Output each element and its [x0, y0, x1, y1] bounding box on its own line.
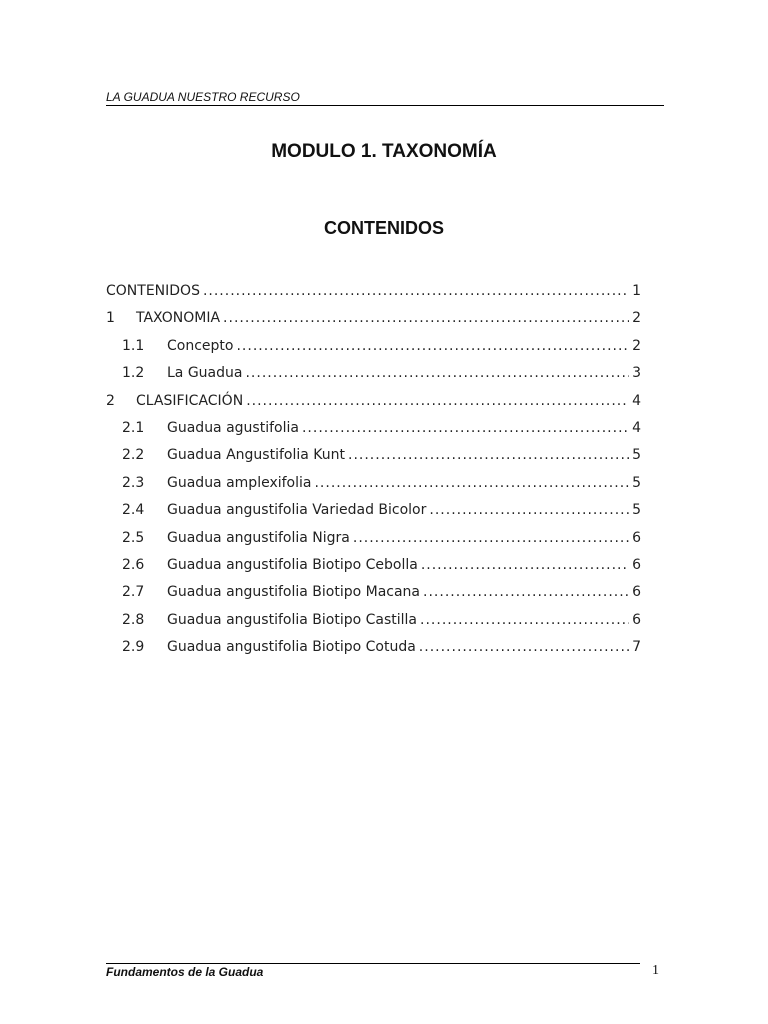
toc-entry-page: 6	[632, 611, 641, 628]
page-number: 1	[652, 963, 659, 978]
toc-entry-number: 2.7	[122, 584, 145, 601]
toc-entry-text: Concepto	[167, 337, 234, 354]
toc-entry-page: 6	[632, 556, 641, 573]
toc-leader-dots	[348, 445, 629, 465]
running-header: LA GUADUA NUESTRO RECURSO	[106, 90, 664, 106]
table-of-contents	[106, 281, 641, 664]
toc-entry-number: 2.5	[122, 529, 145, 546]
toc-entry-variedad-bicolor[interactable]	[106, 500, 641, 527]
toc-entry-text: La Guadua	[167, 365, 243, 382]
toc-entry-page: 5	[632, 502, 641, 519]
toc-entry-concepto[interactable]	[106, 336, 641, 363]
toc-entry-text: Guadua Angustifolia Kunt	[167, 447, 345, 464]
toc-entry-number: 1	[106, 310, 115, 327]
toc-entry-text: Guadua angustifolia Biotipo Cebolla	[167, 556, 418, 573]
toc-entry-number: 1.2	[122, 365, 145, 382]
toc-entry-text: Guadua amplexifolia	[167, 474, 312, 491]
toc-entry-page: 7	[632, 639, 641, 656]
toc-entry-text: Guadua angustifolia Biotipo Castilla	[167, 611, 418, 628]
toc-entry-number: 2.8	[122, 611, 145, 628]
toc-leader-dots	[223, 308, 629, 328]
toc-leader-dots	[420, 610, 629, 630]
toc-entry-la-guadua[interactable]	[106, 363, 641, 390]
toc-entry-page: 2	[632, 310, 641, 327]
toc-entry-guadua-agustifolia[interactable]	[106, 418, 641, 445]
toc-leader-dots	[421, 555, 629, 575]
toc-entry-page: 2	[632, 337, 641, 354]
toc-entry-number: 2.1	[122, 419, 145, 436]
toc-entry-clasificacion[interactable]	[106, 391, 641, 418]
toc-entry-text: Guadua angustifolia Nigra	[167, 529, 350, 546]
toc-leader-dots	[353, 528, 629, 548]
toc-entry-text: CONTENIDOS	[106, 283, 200, 299]
toc-leader-dots	[423, 582, 629, 602]
toc-entry-text: Guadua angustifolia Variedad Bicolor	[167, 502, 427, 519]
toc-entry-biotipo-castilla[interactable]	[106, 610, 641, 637]
toc-entry-number: 2.3	[122, 474, 145, 491]
toc-entry-page: 6	[632, 529, 641, 546]
toc-entry-nigra[interactable]	[106, 528, 641, 555]
toc-entry-text: Guadua agustifolia	[167, 419, 299, 436]
toc-entry-page: 1	[632, 283, 641, 299]
toc-leader-dots	[203, 281, 629, 301]
toc-entry-page: 4	[632, 392, 641, 409]
toc-entry-biotipo-cotuda[interactable]	[106, 637, 641, 664]
toc-entry-guadua-amplexifolia[interactable]	[106, 473, 641, 500]
toc-leader-dots	[245, 363, 629, 383]
toc-leader-dots	[302, 418, 629, 438]
toc-leader-dots	[246, 391, 629, 411]
toc-leader-dots	[429, 500, 629, 520]
contents-heading: CONTENIDOS	[323, 218, 444, 238]
toc-entry-biotipo-cebolla[interactable]	[106, 555, 641, 582]
toc-entry-number: 2.4	[122, 502, 145, 519]
toc-entry-text: TAXONOMIA	[136, 310, 221, 327]
toc-entry-page: 6	[632, 584, 641, 601]
toc-leader-dots	[314, 473, 629, 493]
toc-entry-number: 2.2	[122, 447, 145, 464]
toc-entry-number: 2	[106, 392, 115, 409]
module-title: MODULO 1. TAXONOMÍA	[271, 141, 497, 162]
toc-entry-text: CLASIFICACIÓN	[136, 392, 244, 409]
toc-entry-guadua-angustifolia-kunt[interactable]	[106, 445, 641, 472]
toc-entry-page: 5	[632, 447, 641, 464]
toc-leader-dots	[419, 637, 629, 657]
toc-entry-number: 1.1	[122, 337, 145, 354]
toc-entry-text: Guadua angustifolia Biotipo Macana	[167, 584, 421, 601]
toc-entry-page: 5	[632, 474, 641, 491]
toc-entry-contents[interactable]	[106, 281, 641, 308]
toc-entry-number: 2.6	[122, 556, 145, 573]
toc-entry-biotipo-macana[interactable]	[106, 582, 641, 609]
running-footer: Fundamentos de la Guadua	[106, 963, 640, 979]
toc-entry-page: 4	[632, 419, 641, 436]
toc-entry-taxonomia[interactable]	[106, 308, 641, 335]
toc-entry-text: Guadua angustifolia Biotipo Cotuda	[167, 639, 416, 656]
toc-entry-page: 3	[632, 365, 641, 382]
toc-entry-number: 2.9	[122, 639, 145, 656]
toc-leader-dots	[236, 336, 629, 356]
